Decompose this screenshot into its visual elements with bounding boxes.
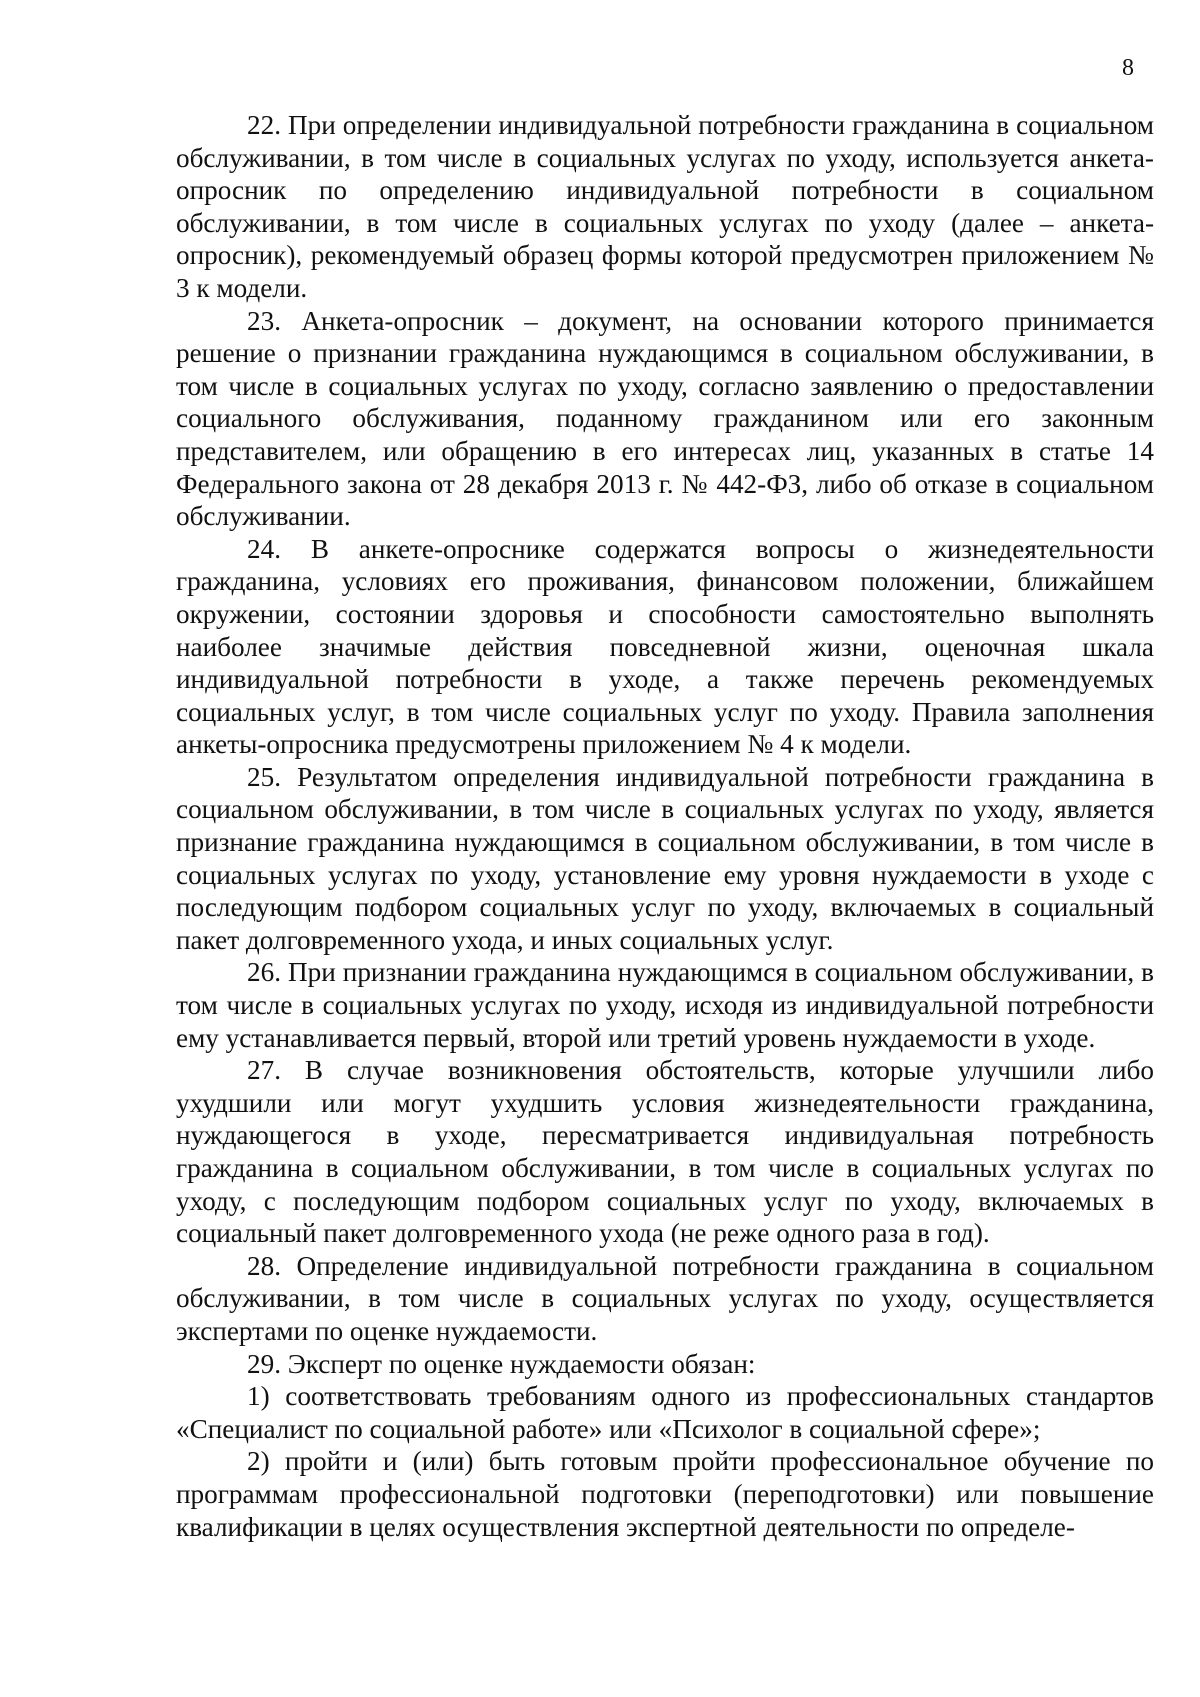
paragraph-28: 28. Определение индивидуальной потребности гражданина в социальном обслуживании, в том числе в социальных услугах по уходу, осуществляется экспертами по оценке нуждаемости. (176, 1250, 1154, 1346)
document-body (176, 109, 1154, 1543)
paragraph-24: 24. В анкете-опроснике содержатся вопросы о жизнедеятельности гражданина, условиях его проживания, финансовом положении, ближайшем окружении, состоянии здоровья и способности самостоятельно выполнять наиболее значимые действия повседневной жизни, оценочная шкала индивидуальной потребности в уходе, а также перечень рекомендуемых социальных услуг, в том числе социальных услуг по уходу. Правила заполнения анкеты-опросника предусмотрены приложением № 4 к модели. (176, 533, 1154, 760)
paragraph-27: 27. В случае возникновения обстоятельств, которые улучшили либо ухудшили или могут ухудшить условия жизнедеятельности гражданина, нуждающегося в уходе, пересматривается индивидуальная потребность гражданина в социальном обслуживании, в том числе в социальных услугах по уходу, с последующим подбором социальных услуг по уходу, включаемых в социальный пакет долговременного ухода (не реже одного раза в год). (176, 1055, 1154, 1249)
paragraph-29: 29. Эксперт по оценке нуждаемости обязан: (247, 1348, 756, 1379)
paragraph-25: 25. Результатом определения индивидуальной потребности гражданина в социальном обслуживании, в том числе в социальных услугах по уходу, является признание гражданина нуждающимся в социальном обслуживании, в том числе в социальных услугах по уходу, установление ему уровня нуждаемости в уходе с последующим подбором социальных услуг по уходу, включаемых в социальный пакет долговременного ухода, и иных социальных услуг. (176, 761, 1154, 955)
page-number: 8 (1122, 55, 1134, 81)
paragraph-22: 22. При определении индивидуальной потребности гражданина в социальном обслуживании, в том числе в социальных услугах по уходу, используется анкета-опросник по определению индивидуальной потребности в социальном обслуживании, в том числе в социальных услугах по уходу (далее – анкета-опросник), рекомендуемый образец формы которой предусмотрен приложением № 3 к модели. (176, 110, 1154, 303)
paragraph-23: 23. Анкета-опросник – документ, на основании которого принимается решение о признании гражданина нуждающимся в социальном обслуживании, в том числе в социальных услугах по уходу, согласно заявлению о предоставлении социального обслуживания, поданному гражданином или его законным представителем, или обращению в его интересах лиц, указанных в статье 14 Федерального закона от 28 декабря 2013 г. № 442-ФЗ, либо об отказе в социальном обслуживании. (176, 305, 1154, 532)
list-item-2: 2) пройти и (или) быть готовым пройти профессиональное обучение по программам профессиональной подготовки (переподготовки) или повышение квалификации в целях осуществления экспертной деятельности по определе- (176, 1446, 1154, 1542)
paragraph-26: 26. При признании гражданина нуждающимся в социальном обслуживании, в том числе в социальных услугах по уходу, исходя из индивидуальной потребности ему устанавливается первый, второй или третий уровень нуждаемости в уходе. (176, 957, 1154, 1053)
list-item-1: 1) соответствовать требованиям одного из профессиональных стандартов «Специалист по социальной работе» или «Психолог в социальной сфере»; (176, 1381, 1154, 1444)
